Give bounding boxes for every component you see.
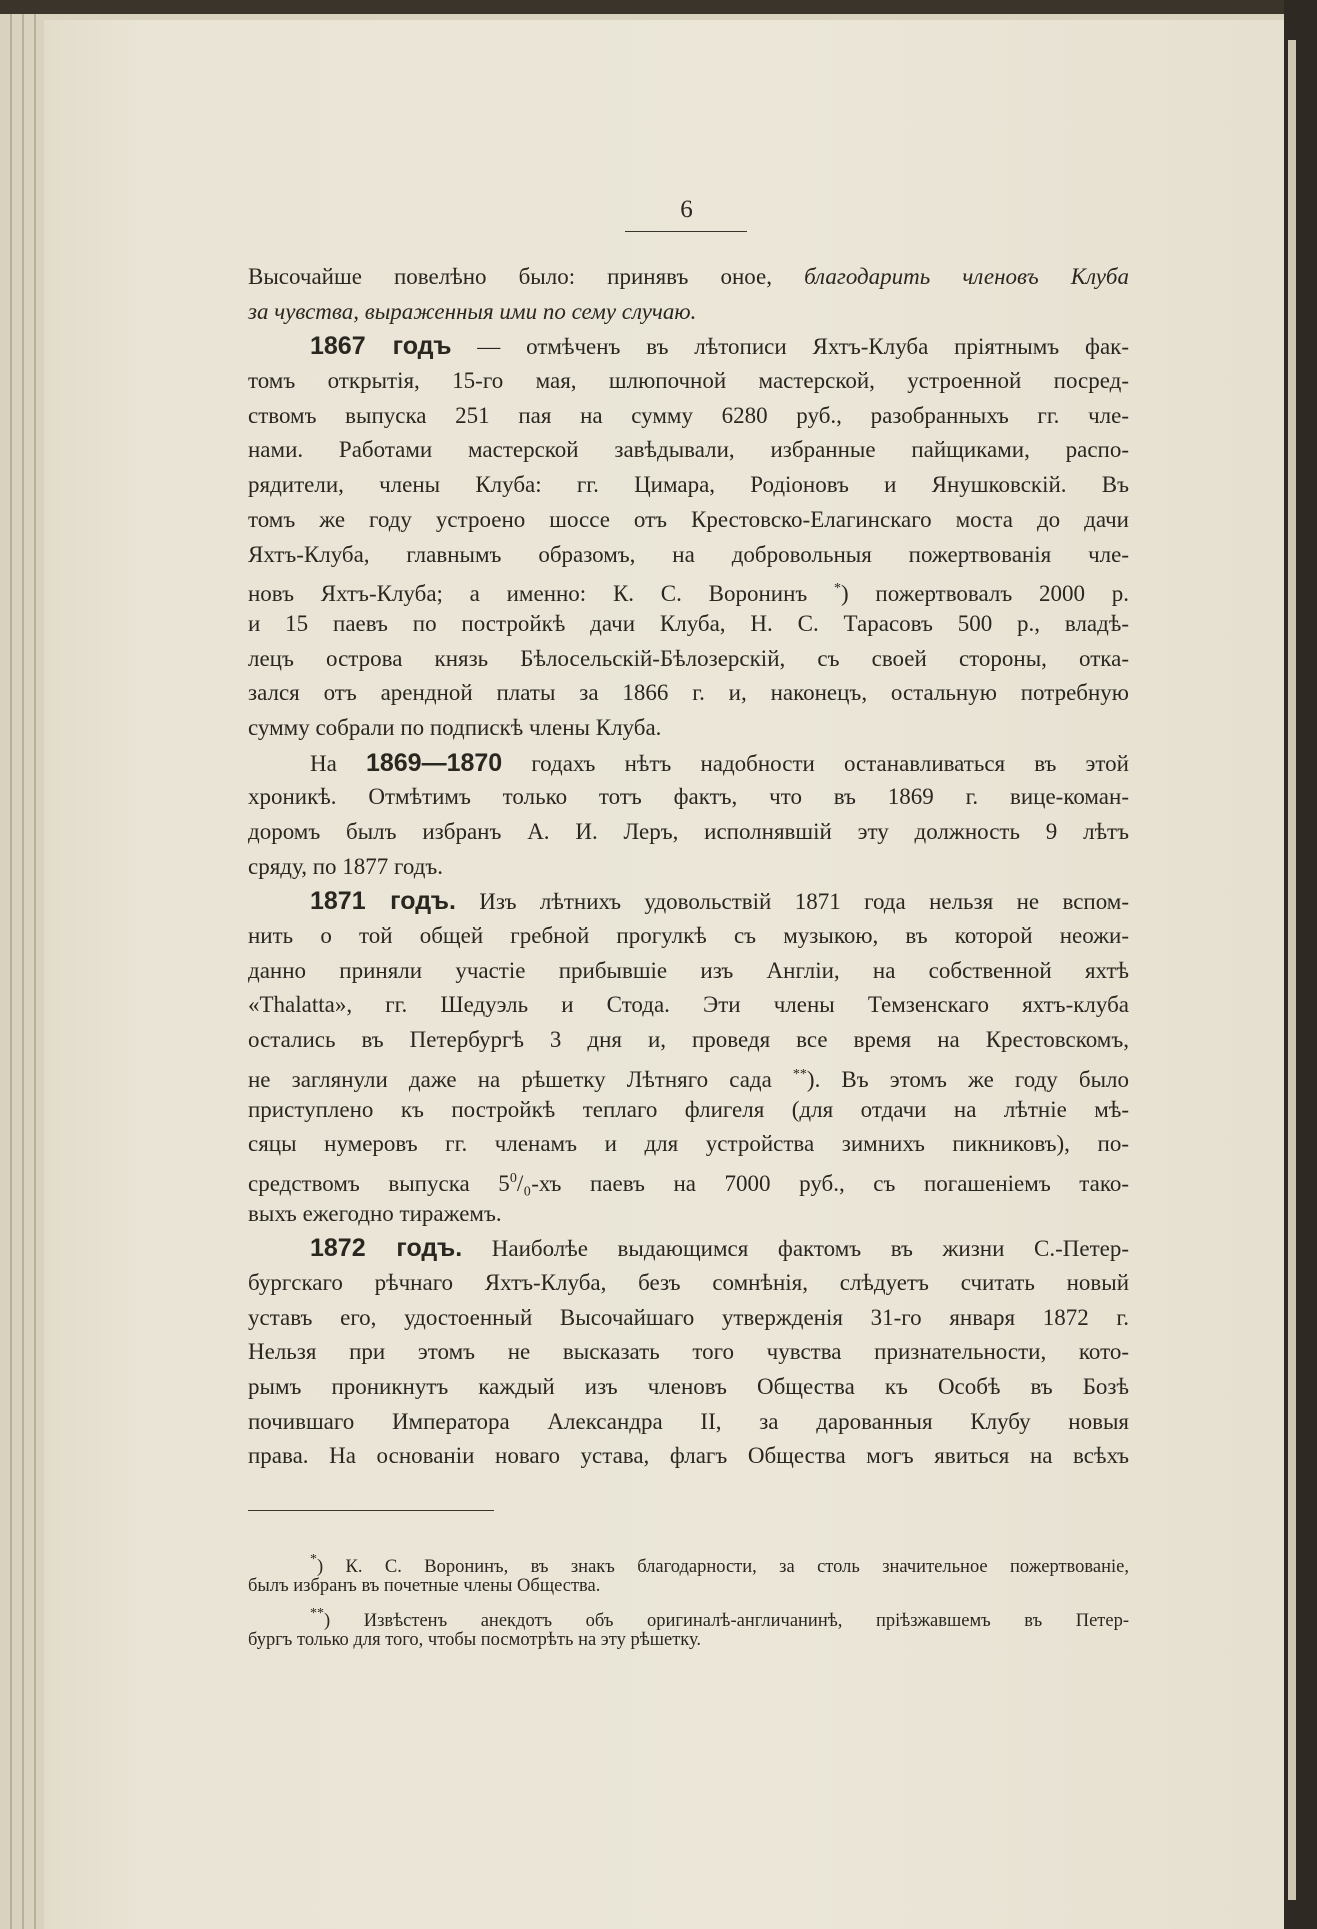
text-segment: Нельзя при этомъ не высказать того чувства признательности, кото-	[248, 1339, 1129, 1365]
text-segment: нами. Работами мастерской завѣдывали, избранные пайщиками, распо-	[248, 437, 1129, 463]
text-line	[248, 433, 1129, 468]
footnote-line	[248, 1573, 1129, 1600]
text-line	[248, 642, 1129, 677]
text-line	[248, 572, 1129, 607]
footnote-line	[248, 1546, 1129, 1577]
page-edge	[22, 14, 24, 1929]
text-line	[248, 780, 1129, 815]
text-line	[248, 295, 1129, 330]
footnote-separator	[248, 1510, 494, 1511]
page-edge	[34, 14, 36, 1929]
text-segment: сумму собрали по подпискѣ члены Клуба.	[248, 714, 662, 740]
text-segment: Яхтъ-Клуба, главнымъ образомъ, на добровольныя пожертвованія чле-	[248, 541, 1129, 567]
year-heading: 1871 годъ.	[310, 887, 456, 916]
text-line	[248, 711, 1129, 746]
text-segment: ) пожертвовалъ 2000 р.	[841, 581, 1129, 607]
footnote-marker: 0	[509, 1170, 517, 1186]
text-segment: Высочайше повелѣно было: принявъ оное,	[248, 264, 805, 289]
footnote-marker: **	[310, 1606, 324, 1621]
text-segment: рядители, члены Клуба: гг. Цимара, Родіоновъ и Янушковскій. Въ	[248, 472, 1129, 498]
footnote-marker: **	[792, 1066, 807, 1082]
text-line	[248, 538, 1129, 573]
text-line	[248, 1197, 1129, 1232]
text-segment: не заглянули даже на рѣшетку Лѣтняго сада	[248, 1066, 793, 1092]
footnote-line	[248, 1600, 1129, 1631]
text-line	[248, 1335, 1129, 1370]
text-line	[248, 1439, 1129, 1474]
text-line	[248, 850, 1129, 885]
page-edge	[10, 14, 12, 1929]
text-line	[248, 919, 1129, 954]
text-line	[248, 1370, 1129, 1405]
text-line	[248, 1058, 1129, 1093]
text-line	[248, 884, 1129, 919]
page-number-rule	[625, 231, 747, 232]
text-line	[248, 1231, 1129, 1266]
text-segment: данно приняли участіе прибывшіе изъ Англіи, на собственной яхтѣ	[248, 957, 1129, 983]
text-segment: былъ избранъ въ почетные члены Общества.	[248, 1576, 601, 1596]
text-line	[248, 607, 1129, 642]
text-segment: ствомъ выпуска 251 пая на сумму 6280 руб., разобранныхъ гг. чле-	[248, 402, 1129, 428]
text-segment: ) К. С. Воронинъ, въ знакъ благодарности, за столь значительное пожертвованіе,	[317, 1557, 1129, 1577]
text-line	[248, 815, 1129, 850]
text-segment: сяцы нумеровъ гг. членамъ и для устройства зимнихъ пикниковъ), по-	[248, 1131, 1129, 1157]
text-line	[248, 1266, 1129, 1301]
book-binding-edge	[1284, 0, 1317, 1929]
footnotes	[248, 1546, 1129, 1654]
text-segment: лецъ острова князь Бѣлосельскій-Бѣлозерскій, съ своей стороны, отка-	[248, 645, 1129, 671]
footnote-marker: *	[834, 581, 842, 597]
text-line	[248, 954, 1129, 989]
italic-text: благодарить членовъ Клуба	[804, 264, 1129, 289]
text-line	[248, 399, 1129, 434]
text-segment: годахъ нѣтъ надобности останавливаться въ этой	[502, 750, 1129, 776]
text-segment: и 15 паевъ по постройкѣ дачи Клуба, Н. С. Тарасовъ 500 р., владѣ-	[248, 610, 1129, 636]
text-line	[248, 1301, 1129, 1336]
text-segment: «Thalatta», гг. Шедуэль и Стода. Эти члены Темзенскаго яхтъ-клуба	[248, 992, 1129, 1018]
text-segment: уставъ его, удостоенный Высочайшаго утвержденія 31-го января 1872 г.	[248, 1304, 1129, 1330]
text-segment: /₀-хъ паевъ на 7000 руб., съ погашеніемъ тако-	[516, 1170, 1129, 1196]
text-segment: приступлено къ постройкѣ теплаго флигеля (для отдачи на лѣтніе мѣ-	[248, 1096, 1129, 1122]
text-segment: почившаго Императора Александра II, за дарованныя Клубу новыя	[248, 1408, 1129, 1434]
text-segment: Наиболѣе выдающимся фактомъ въ жизни С.-Петер-	[462, 1236, 1130, 1262]
text-segment: хроникѣ. Отмѣтимъ только тотъ фактъ, что въ 1869 г. вице-коман-	[248, 784, 1129, 810]
text-line	[248, 1405, 1129, 1440]
text-segment: рымъ проникнутъ каждый изъ членовъ Общества къ Особѣ въ Бозѣ	[248, 1374, 1129, 1399]
italic-text: за чувства, выраженныя ими по сему случаю.	[248, 298, 697, 324]
text-segment: ). Въ этомъ же году было	[806, 1066, 1129, 1092]
footnote-marker: *	[310, 1552, 317, 1567]
text-segment: зался отъ арендной платы за 1866 г. и, наконецъ, остальную потребную	[248, 680, 1129, 706]
text-segment: Изъ лѣтнихъ удовольствій 1871 года нельзя не вспом-	[455, 889, 1129, 915]
page-number: 6	[680, 196, 693, 223]
text-segment: остались въ Петербургѣ 3 дня и, проведя все время на Крестовскомъ,	[248, 1027, 1129, 1053]
text-segment: права. На основаніи новаго устава, флагъ Общества могъ явиться на всѣхъ	[248, 1443, 1129, 1469]
year-heading: 1869—1870	[365, 748, 503, 777]
text-line	[248, 468, 1129, 503]
text-line	[248, 746, 1129, 781]
footnote-line	[248, 1627, 1129, 1654]
text-segment: новъ Яхтъ-Клуба; а именно: К. С. Воронинъ	[248, 581, 835, 607]
text-line	[248, 1162, 1129, 1197]
text-segment: томъ открытія, 15-го мая, шлюпочной мастерской, устроенной посред-	[248, 368, 1129, 394]
text-line	[248, 364, 1129, 399]
text-segment: средствомъ выпуска 5	[248, 1170, 510, 1196]
text-segment: сряду, по 1877 годъ.	[248, 853, 444, 879]
text-line	[248, 329, 1129, 364]
text-segment: бургъ только для того, чтобы посмотрѣть на эту рѣшетку.	[248, 1630, 702, 1650]
text-segment: ) Извѣстенъ анекдотъ объ оригиналѣ-англичанинѣ, пріѣзжавшемъ въ Петер-	[324, 1611, 1129, 1631]
year-heading: 1872 годъ.	[310, 1234, 463, 1263]
text-line	[248, 503, 1129, 538]
text-segment: томъ же году устроено шоссе отъ Крестовско-Елагинскаго моста до дачи	[248, 506, 1129, 532]
text-segment: выхъ ежегодно тиражемъ.	[248, 1200, 502, 1226]
text-line	[248, 1023, 1129, 1058]
text-segment: нить о той общей гребной прогулкѣ съ музыкою, въ которой неожи-	[248, 923, 1129, 949]
year-heading: 1867 годъ	[310, 332, 452, 361]
text-segment: На	[310, 750, 366, 776]
text-segment: доромъ былъ избранъ А. И. Леръ, исполнявшій эту должность 9 лѣтъ	[248, 819, 1129, 844]
text-line	[248, 1127, 1129, 1162]
main-text	[248, 260, 1129, 1474]
text-segment: — отмѣченъ въ лѣтописи Яхтъ-Клуба пріятнымъ фак-	[451, 334, 1129, 360]
text-line	[248, 676, 1129, 711]
text-line	[248, 988, 1129, 1023]
text-line	[248, 260, 1129, 295]
text-segment: бургскаго рѣчнаго Яхтъ-Клуба, безъ сомнѣнія, слѣдуетъ считать новый	[248, 1269, 1129, 1295]
text-line	[248, 1093, 1129, 1128]
